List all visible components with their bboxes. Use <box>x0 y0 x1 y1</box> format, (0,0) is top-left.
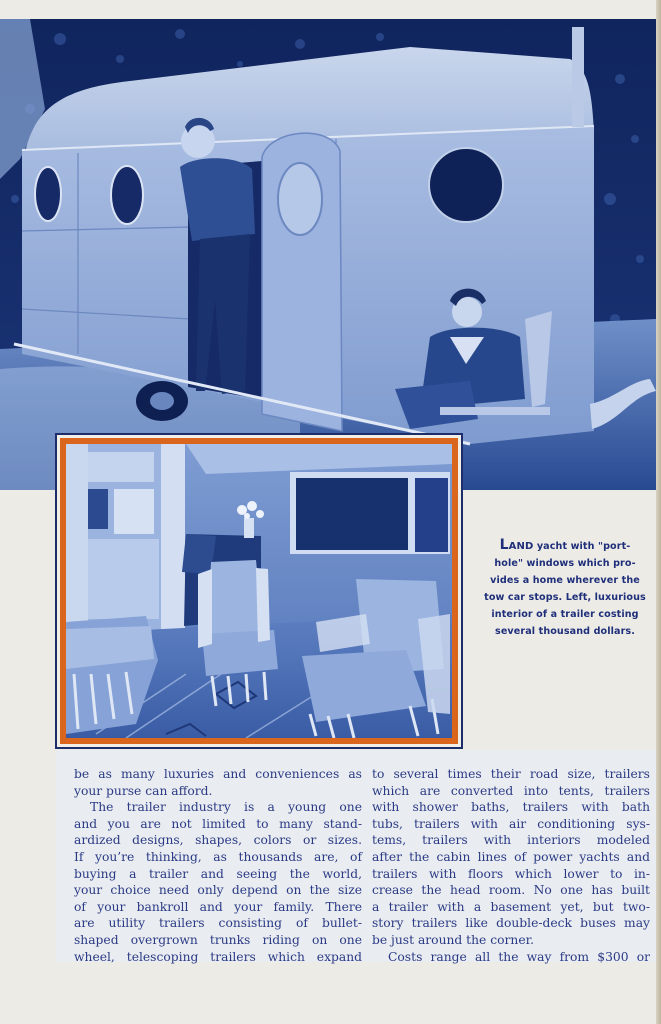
article-line: are utility trailers consisting of bullet- <box>74 916 362 931</box>
article-line: to several times their road size, trailers <box>372 767 650 781</box>
caption-line: hole" windows which pro- <box>494 558 636 569</box>
trailer-exterior-photo <box>0 19 656 490</box>
article-column-right <box>372 766 650 965</box>
caption-line: several thousand dollars. <box>495 626 635 637</box>
article-line: which are converted into tents, trailers <box>372 783 650 798</box>
trailer-interior-inset-frame <box>55 433 463 749</box>
caption-drop-initial: L <box>499 537 509 553</box>
article-line: be just around the corner. <box>372 932 535 947</box>
article-line: and you are not limited to many stand- <box>74 816 362 831</box>
article-line: Costs range all the way from $300 or <box>388 949 650 964</box>
article-line: after the cabin lines of power yachts and <box>372 849 650 864</box>
article-line: of your bankroll and your family. There <box>74 899 362 914</box>
article-line: tubs, trailers with air conditioning sys- <box>372 816 650 831</box>
article-line: buying a trailer and seeing the world, <box>74 866 362 881</box>
caption-line: interior of a trailer costing <box>491 609 639 620</box>
article-line: wheel, telescoping trailers which expand <box>74 949 362 964</box>
caption-line: vides a home wherever the <box>490 575 640 586</box>
page-edge <box>656 0 661 1024</box>
trailer-exterior-illustration <box>0 19 656 490</box>
article-line: ardized designs, shapes, colors or sizes. <box>74 833 362 848</box>
trailer-interior-photo <box>66 444 452 738</box>
article-line: crease the head room. No one has built <box>372 883 650 898</box>
article-line: story trailers like double-deck buses may <box>372 916 650 931</box>
article-line: If you’re thinking, as thousands are, of <box>74 849 362 864</box>
article-line: shaped overgrown trunks riding on one <box>74 932 362 947</box>
caption-line: tow car stops. Left, luxurious <box>484 592 646 603</box>
article-line: a trailer with a basement yet, but two- <box>372 899 650 914</box>
article-line: tems, trailers with interiors modeled <box>372 833 650 848</box>
caption-line: yacht with "port- <box>533 541 631 552</box>
article-column-left <box>74 766 362 965</box>
article-line: your purse can afford. <box>74 783 213 798</box>
caption-lead-word: AND <box>508 541 534 552</box>
article-line: be as many luxuries and conveniences as <box>74 767 362 781</box>
inset-orange-rule <box>60 438 458 744</box>
trailer-interior-illustration <box>66 444 452 738</box>
article-line: your choice need only depend on the size <box>74 883 362 898</box>
article-line: The trailer industry is a young one <box>90 800 362 815</box>
article-line: trailers with floors which lower to in- <box>372 866 650 881</box>
inset-mat <box>57 435 461 747</box>
article-line: with shower baths, trailers with bath <box>372 800 650 815</box>
photo-caption <box>482 537 648 640</box>
